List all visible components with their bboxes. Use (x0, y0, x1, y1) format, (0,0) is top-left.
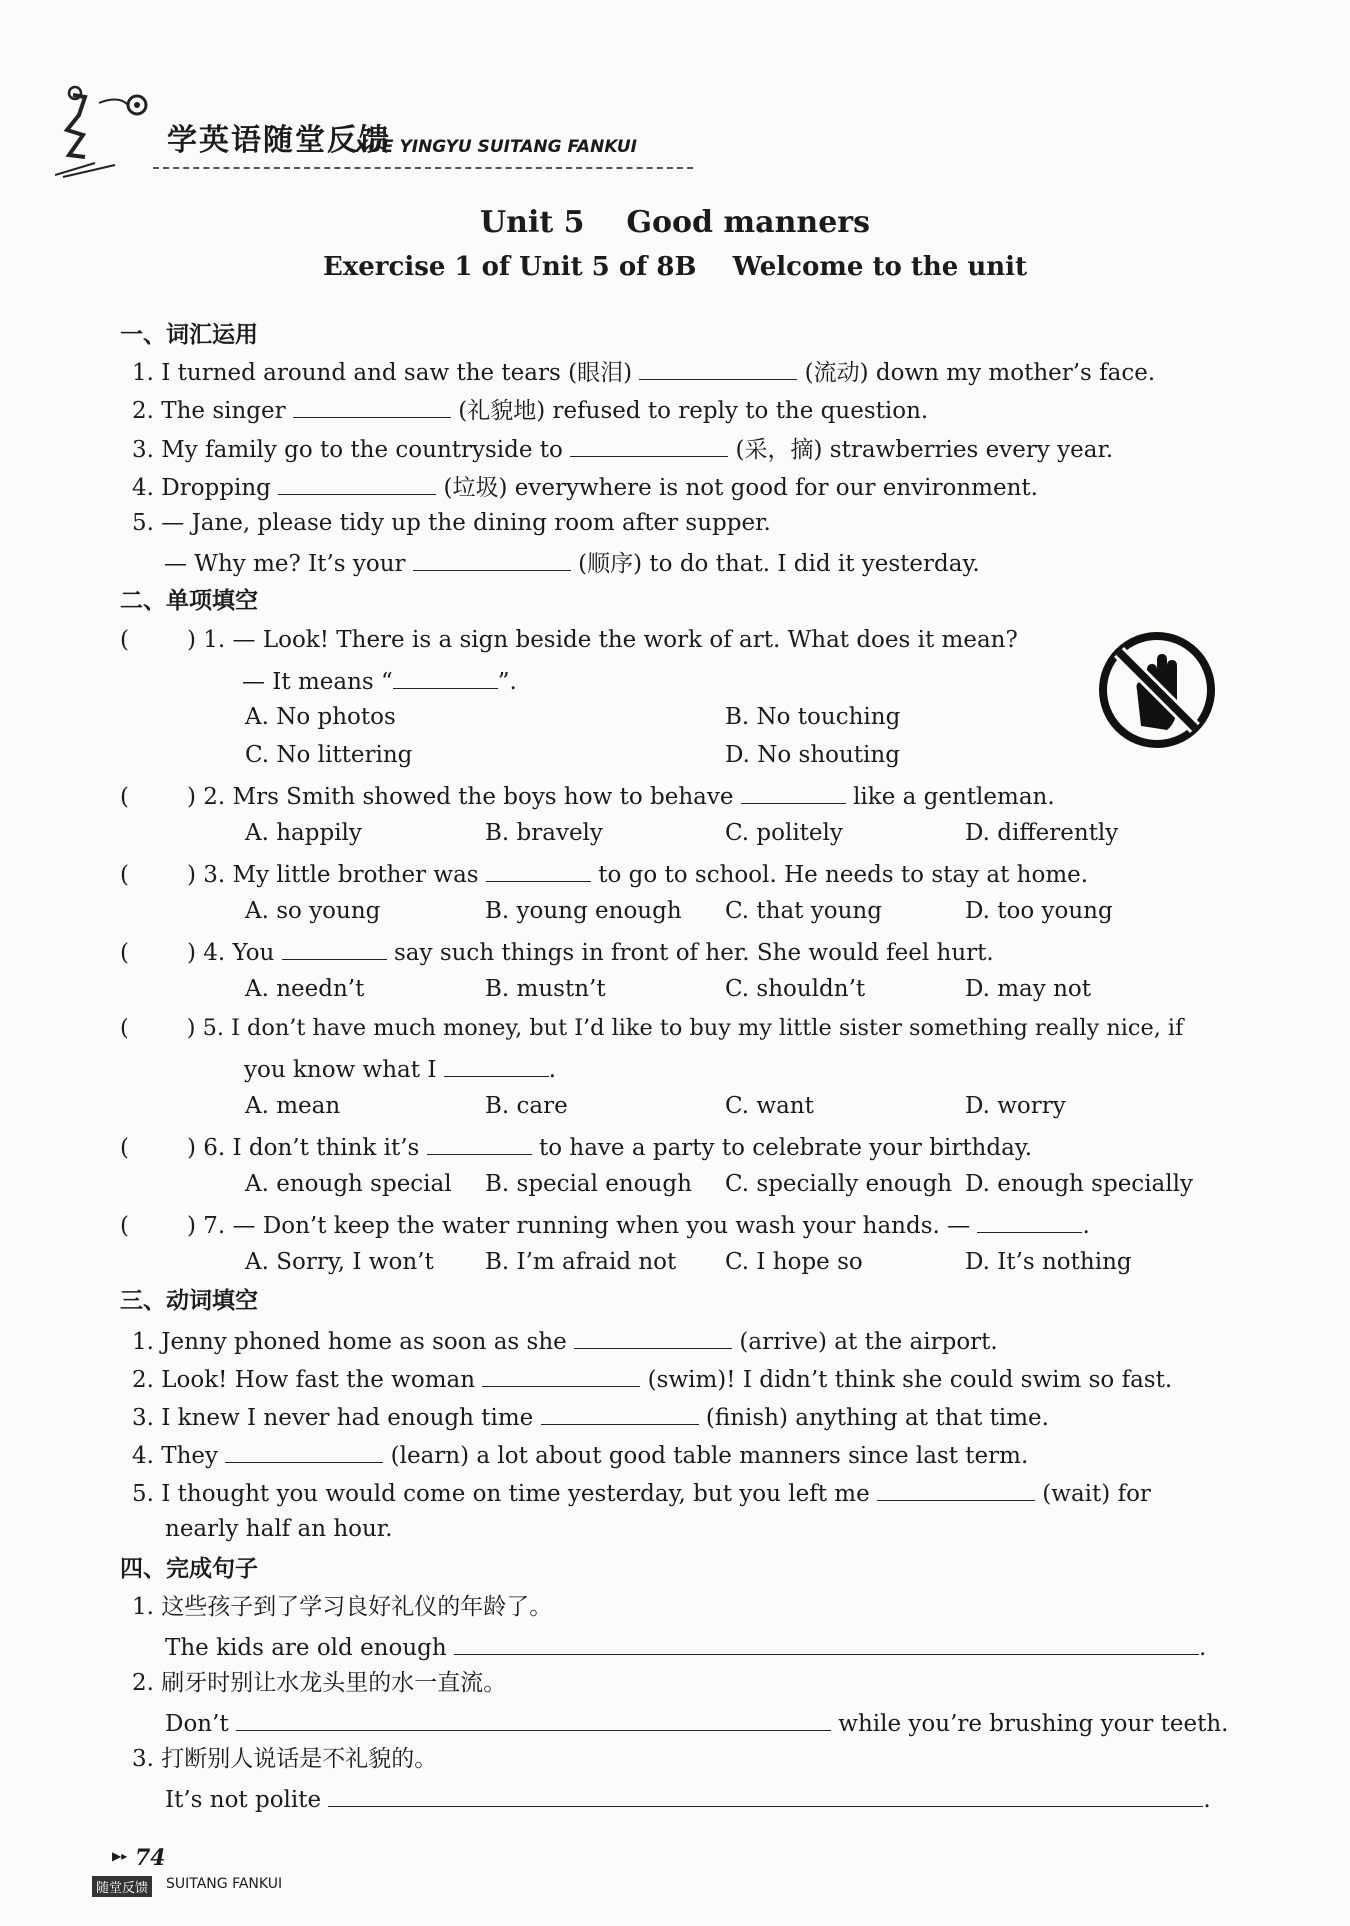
answer-blank[interactable] (225, 1438, 383, 1463)
section-heading-verb-fill: 三、动词填空 (120, 1288, 258, 1314)
exercise-title: Exercise 1 of Unit 5 of 8B Welcome to the unit (322, 252, 1028, 282)
answer-blank[interactable] (236, 1706, 831, 1731)
answer-blank[interactable] (741, 779, 846, 804)
option-d[interactable]: D. differently (965, 820, 1119, 846)
mc-question-1-line2: — It means “ ”. (242, 664, 517, 697)
answer-blank[interactable] (454, 1630, 1199, 1655)
option-c[interactable]: C. that young (725, 898, 882, 924)
verb-item-5: 5. I thought you would come on time yesterday, but you left me (wait) for (132, 1476, 1151, 1509)
option-c[interactable]: C. I hope so (725, 1249, 863, 1275)
option-b[interactable]: B. bravely (485, 820, 603, 846)
answer-blank[interactable] (486, 857, 591, 882)
option-a[interactable]: A. so young (245, 898, 381, 924)
mc-question-5: ( ) 5. I don’t have much money, but I’d like to buy my little sister something really nice, if (120, 1015, 1184, 1041)
verb-item-2: 2. Look! How fast the woman (swim)! I didn’t think she could swim so fast. (132, 1362, 1172, 1395)
verb-item-4: 4. They (learn) a lot about good table manners since last term. (132, 1438, 1028, 1471)
verb-item-1: 1. Jenny phoned home as soon as she (arrive) at the airport. (132, 1324, 998, 1357)
mc-question-7: ( ) 7. — Don’t keep the water running when you wash your hands. — . (120, 1208, 1090, 1241)
option-c[interactable]: C. specially enough (725, 1171, 953, 1197)
runner-figure-icon (55, 85, 165, 180)
sentence-1-chinese: 1. 这些孩子到了学习良好礼仪的年龄了。 (132, 1594, 553, 1620)
verb-item-3: 3. I knew I never had enough time (finish) anything at that time. (132, 1400, 1049, 1433)
page-arrow-icon: ▶▸ (112, 1849, 128, 1863)
answer-blank[interactable] (293, 393, 451, 418)
vocab-item-5: 5. — Jane, please tidy up the dining room after supper. (132, 510, 771, 536)
answer-blank[interactable] (413, 546, 571, 571)
sentence-2-english: Don’t while you’re brushing your teeth. (165, 1706, 1228, 1739)
sentence-3-chinese: 3. 打断别人说话是不礼貌的。 (132, 1746, 438, 1772)
option-c[interactable]: C. shouldn’t (725, 976, 866, 1002)
mc-question-2: ( ) 2. Mrs Smith showed the boys how to behave like a gentleman. (120, 779, 1055, 812)
answer-blank[interactable] (444, 1052, 549, 1077)
answer-blank[interactable] (570, 432, 728, 457)
mc-question-4: ( ) 4. You say such things in front of her. She would feel hurt. (120, 935, 994, 968)
option-d[interactable]: D. enough specially (965, 1171, 1193, 1197)
option-a[interactable]: A. needn’t (245, 976, 365, 1002)
header-dashed-rule (153, 167, 693, 169)
mc-question-3: ( ) 3. My little brother was to go to school. He needs to stay at home. (120, 857, 1088, 890)
section-heading-vocabulary: 一、词汇运用 (120, 322, 258, 348)
header-logo (55, 85, 655, 180)
answer-blank[interactable] (393, 664, 498, 689)
vocab-item-5-reply: — Why me? It’s your (顺序) to do that. I did it yesterday. (164, 546, 980, 579)
mc-question-1: ( ) 1. — Look! There is a sign beside the work of art. What does it mean? (120, 627, 1018, 653)
answer-blank[interactable] (482, 1362, 640, 1387)
sentence-2-chinese: 2. 刷牙时别让水龙头里的水一直流。 (132, 1670, 507, 1696)
vocab-item-4: 4. Dropping (垃圾) everywhere is not good for our environment. (132, 470, 1038, 503)
option-b[interactable]: B. special enough (485, 1171, 692, 1197)
sentence-1-english: The kids are old enough . (165, 1630, 1206, 1663)
no-touching-sign-icon (1097, 630, 1217, 750)
vocab-item-3: 3. My family go to the countryside to (采，摘) strawberries every year. (132, 432, 1113, 465)
unit-title: Unit 5 Good manners (480, 205, 870, 240)
option-a[interactable]: A. happily (245, 820, 362, 846)
page-number: 74 (135, 1845, 166, 1871)
answer-blank[interactable] (574, 1324, 732, 1349)
footer-tag-chinese: 随堂反馈 (92, 1876, 152, 1897)
option-d[interactable]: D. may not (965, 976, 1091, 1002)
answer-blank[interactable] (278, 470, 436, 495)
option-d[interactable]: D. It’s nothing (965, 1249, 1132, 1275)
section-heading-multiple-choice: 二、单项填空 (120, 588, 258, 614)
section-heading-complete-sentences: 四、完成句子 (120, 1556, 258, 1582)
option-b[interactable]: B. mustn’t (485, 976, 606, 1002)
mc-question-5-line2: you know what I . (244, 1052, 556, 1085)
answer-blank[interactable] (427, 1130, 532, 1155)
logo-chinese-title: 学英语随堂反馈 (167, 123, 391, 158)
footer-tag-english: SUITANG FANKUI (166, 1876, 283, 1892)
option-c[interactable]: C. politely (725, 820, 843, 846)
option-d[interactable]: D. too young (965, 898, 1113, 924)
option-c[interactable]: C. No littering (245, 742, 413, 768)
logo-english-title: XUE YINGYU SUITANG FANKUI (355, 137, 638, 157)
option-c[interactable]: C. want (725, 1093, 814, 1119)
answer-blank[interactable] (282, 935, 387, 960)
option-b[interactable]: B. care (485, 1093, 568, 1119)
answer-blank[interactable] (639, 355, 797, 380)
answer-blank[interactable] (328, 1782, 1203, 1807)
option-b[interactable]: B. I’m afraid not (485, 1249, 677, 1275)
answer-blank[interactable] (541, 1400, 699, 1425)
answer-blank[interactable] (977, 1208, 1082, 1233)
verb-item-5-cont: nearly half an hour. (165, 1516, 393, 1542)
option-b[interactable]: B. No touching (725, 704, 901, 730)
option-b[interactable]: B. young enough (485, 898, 682, 924)
option-a[interactable]: A. No photos (245, 704, 396, 730)
answer-blank[interactable] (877, 1476, 1035, 1501)
vocab-item-1: 1. I turned around and saw the tears (眼泪) (流动) down my mother’s face. (132, 355, 1155, 388)
vocab-item-2: 2. The singer (礼貌地) refused to reply to the question. (132, 393, 928, 426)
option-d[interactable]: D. worry (965, 1093, 1066, 1119)
option-a[interactable]: A. enough special (245, 1171, 452, 1197)
option-a[interactable]: A. Sorry, I won’t (245, 1249, 434, 1275)
sentence-3-english: It’s not polite . (165, 1782, 1211, 1815)
option-a[interactable]: A. mean (245, 1093, 341, 1119)
option-d[interactable]: D. No shouting (725, 742, 900, 768)
mc-question-6: ( ) 6. I don’t think it’s to have a party to celebrate your birthday. (120, 1130, 1032, 1163)
